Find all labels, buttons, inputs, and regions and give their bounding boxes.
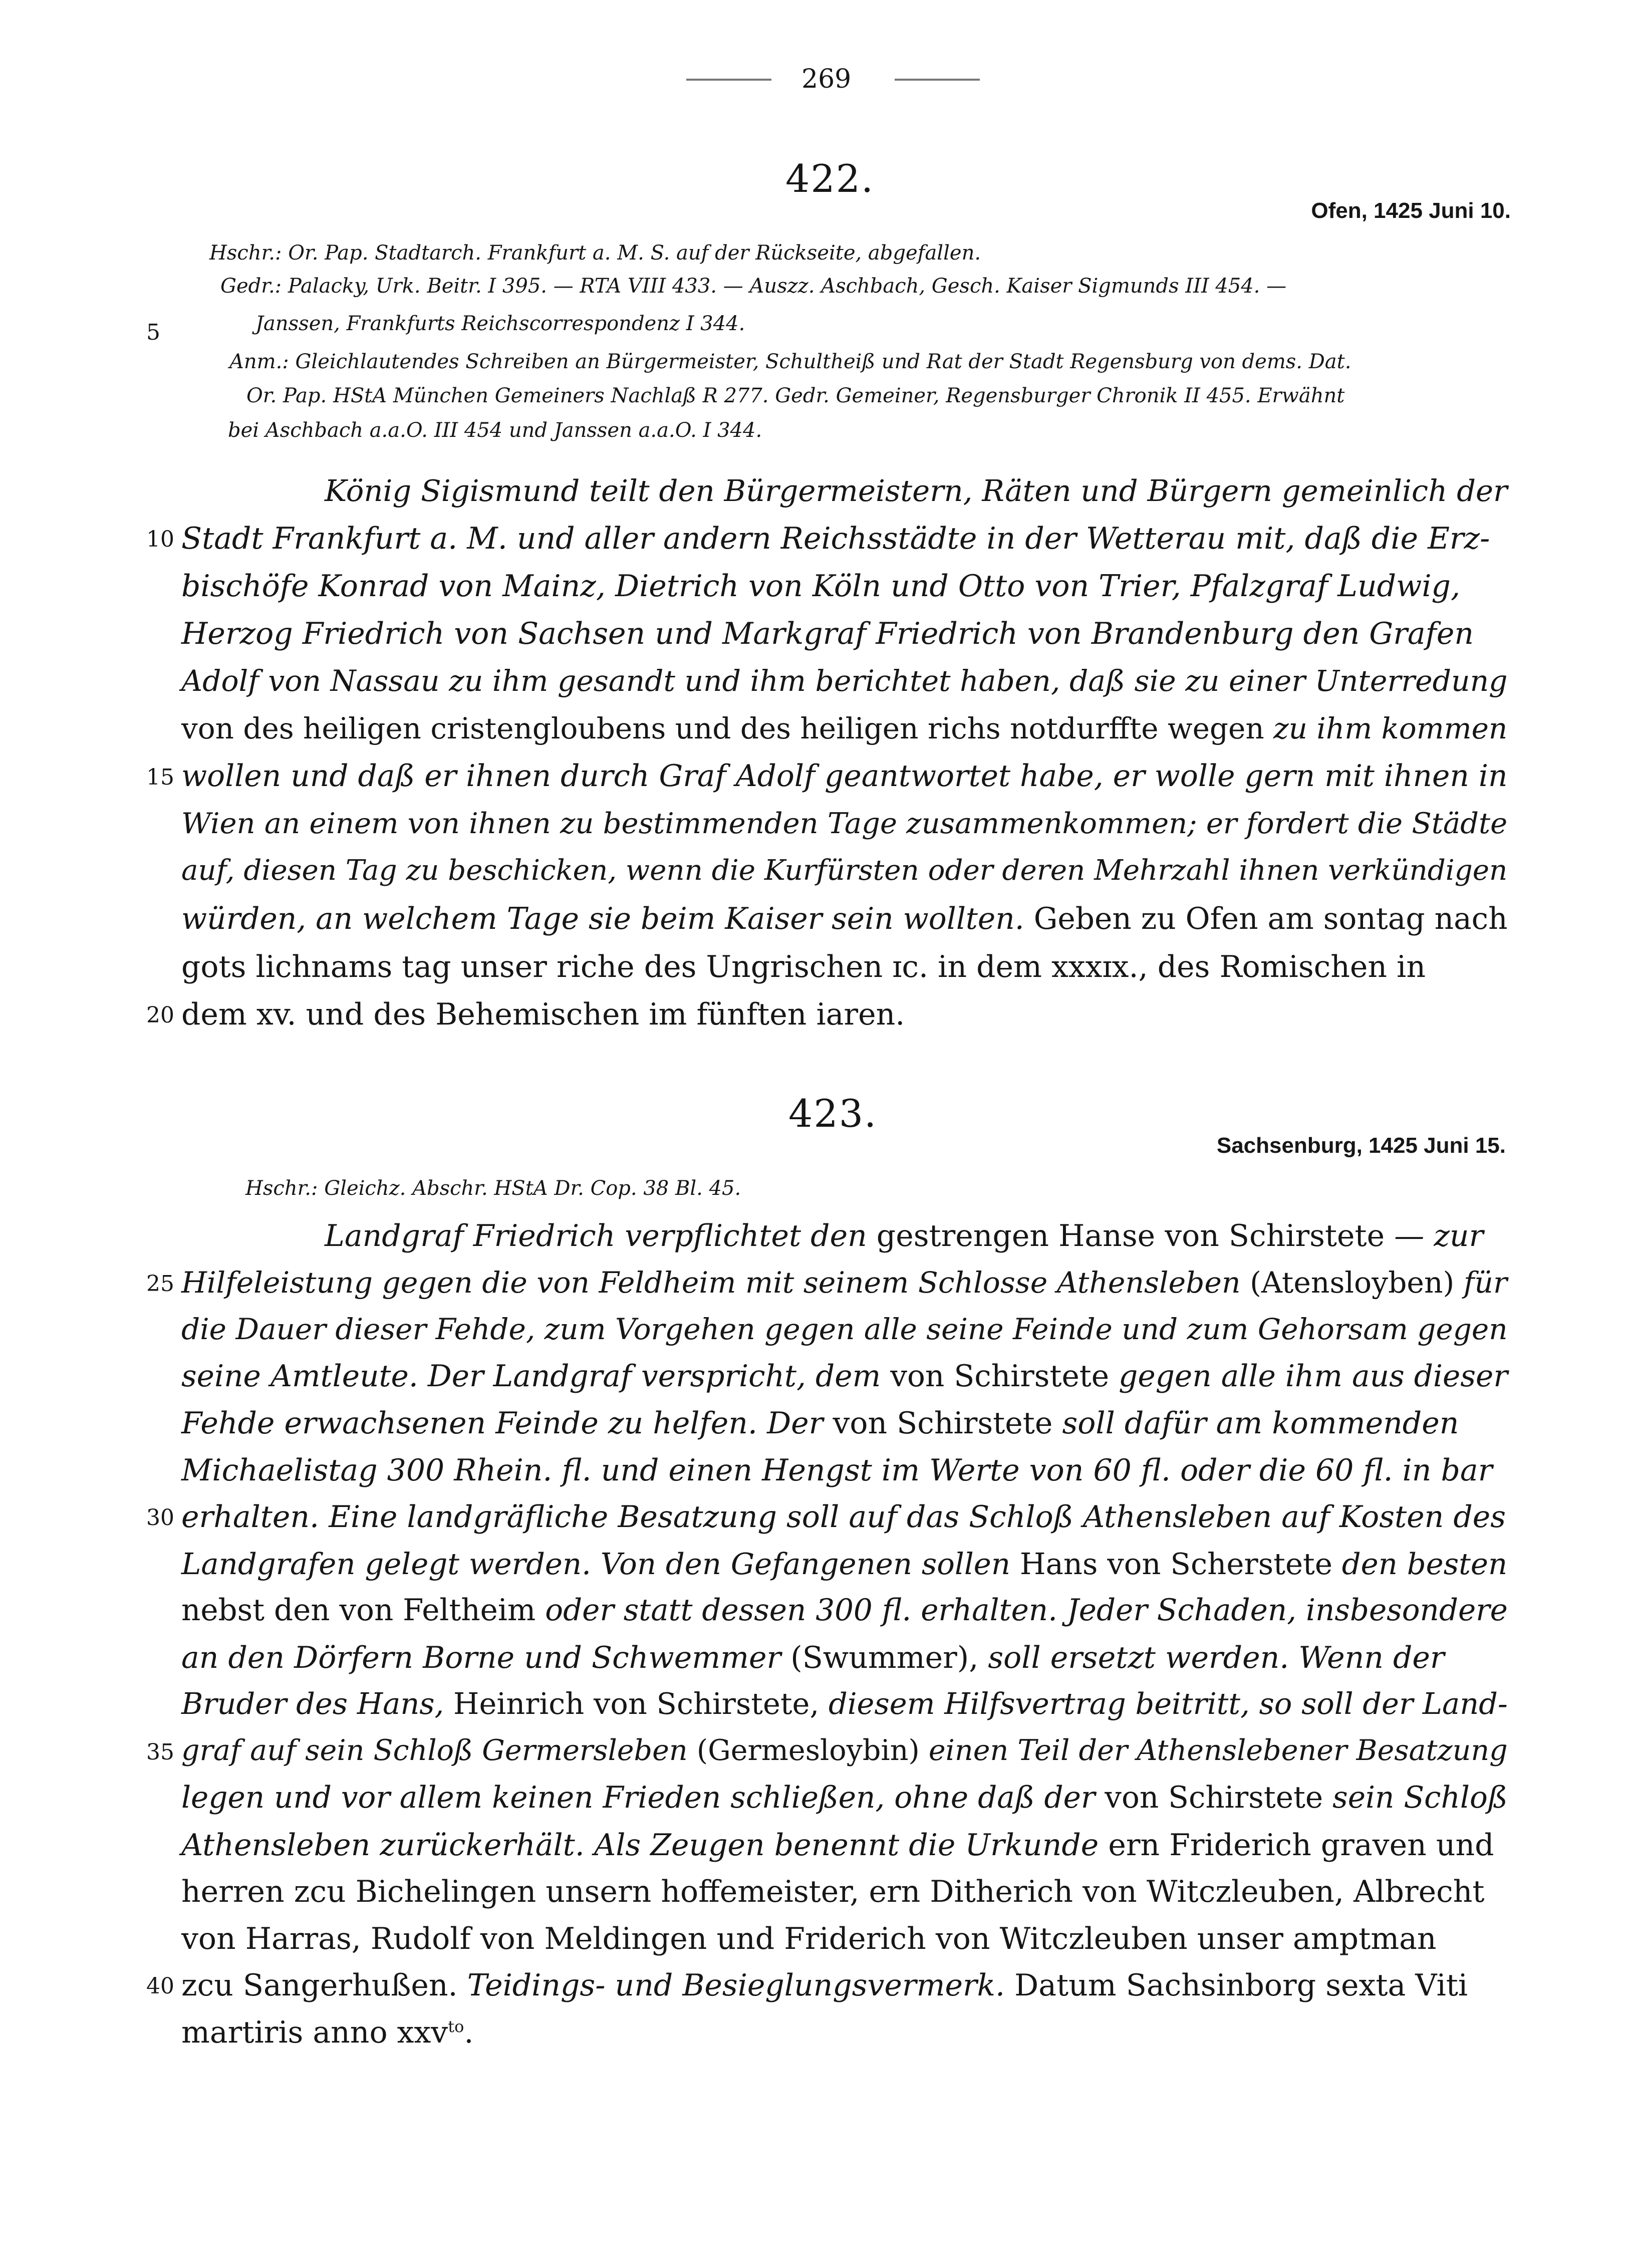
regest-italic: legen und vor allem keinen Frieden schließen, ohne daß der [181,1781,1105,1815]
regest-line [181,1874,1485,1909]
regest-italic: diesem Hilfsvertrag beitritt, so soll der Land- [819,1686,1508,1721]
regest-italic: — zur [1385,1218,1484,1253]
regest-text: nebst den von Feltheim [181,1593,546,1628]
line-number: 30 [146,1505,174,1531]
regest-line [181,1733,1508,1767]
regest-line [181,1452,1493,1488]
regest-text: martiris anno xxv [181,2014,448,2050]
regest-text: von des heiligen cristengloubens und des heiligen richs notdurffte wegen [181,711,1274,745]
regest-text: zcu Sangerhußen. [181,1968,467,2003]
place-date-423: Sachsenburg, 1425 Juni 15. [1216,1133,1506,1158]
regest-line [181,1827,1494,1863]
regest-italic: an den Dörfern Borne und Schwemmer [181,1640,791,1675]
regest-italic: soll ersetzt werden. Wenn der [978,1640,1445,1675]
regest-italic: würden, an welchem Tage sie beim Kaiser sein wollten. [181,902,1024,936]
regest-text: von Harras, Rudolf von Meldingen und Friderich von Witczleuben unser amptman [181,1921,1437,1956]
regest-italic: sein Schloß [1323,1781,1508,1815]
regest-italic: den besten [1332,1546,1508,1581]
regest-line [181,2014,474,2050]
regest-text: (Germesloybin) [696,1733,920,1767]
regest-line [181,616,1474,651]
regest-text: (Atensloyben) [1250,1265,1455,1300]
regest-text: von Schirstete [890,1359,1110,1394]
regest-text: (Swummer), [790,1640,979,1675]
line-number: 10 [146,527,174,552]
apparatus-line: Hschr.: Or. Pap. Stadtarch. Frankfurt a. M. S. auf der Rückseite, abgefallen. [209,241,981,265]
line-number: 5 [146,320,160,345]
regest-line [181,809,1507,838]
regest-italic: Landgrafen gelegt werden. Von den Gefangenen sollen [181,1546,1020,1581]
regest-italic: gegen alle ihm aus dieser [1109,1359,1508,1394]
regest-line [181,1499,1506,1535]
regest-line [181,1968,1468,2003]
regest-italic: seine Amtleute. Der Landgraf verspricht, dem [181,1359,891,1394]
regest-italic: bischöfe Konrad von Mainz, Dietrich von Köln und Otto von Trier, Pfalzgraf Ludwig, [181,569,1461,604]
document-number-422: 422. [785,156,875,201]
regest-italic: zu ihm kommen [1273,711,1508,745]
regest-italic: einen Teil der Athenslebener Besatzung [919,1733,1508,1767]
place-date-422: Ofen, 1425 Juni 10. [1311,198,1511,223]
regest-italic: Stadt Frankfurt a. M. und aller andern Reichsstädte in der Wetterau mit, daß die Erz- [181,521,1490,556]
regest-text: dem xv. und des Behemischen im fünften iaren. [181,997,905,1032]
regest-italic: wollen und daß er ihnen durch Graf Adolf geantwortet habe, er wolle gern mit ihnen in [181,759,1508,794]
regest-superscript: to [448,2017,464,2036]
regest-line [181,1640,1445,1675]
regest-line [181,759,1508,794]
regest-text: herren zcu Bichelingen unsern hoffemeister, ern Ditherich von Witczleuben, Albrecht [181,1874,1485,1909]
regest-italic: graf auf sein Schloß Germersleben [181,1733,697,1767]
line-number: 20 [146,1002,174,1028]
regest-text: Datum Sachsinborg sexta Viti [1005,1968,1468,2003]
apparatus-line: Janssen, Frankfurts Reichscorrespondenz I 344. [255,312,745,335]
regest-line [181,1312,1508,1346]
regest-line [181,949,1426,984]
regest-italic: die Dauer dieser Fehde, zum Vorgehen gegen alle seine Feinde und zum Gehorsam gegen [181,1312,1508,1346]
regest-text: gots lichnams tag unser riche des Ungrischen ɪc. in dem xxxɪx., des Romischen in [181,949,1426,984]
regest-line [181,999,905,1030]
document-number-423: 423. [788,1091,878,1136]
regest-italic: Landgraf Friedrich verpflichtet den [325,1218,877,1253]
regest-text: . [464,2014,474,2050]
regest-italic: König Sigismund teilt den Bürgermeistern, Räten und Bürgern gemeinlich der [325,473,1508,508]
regest-line [181,1593,1508,1628]
regest-italic: Michaelistag 300 Rhein. fl. und einen Hengst im Werte von 60 fl. oder die 60 fl. in bar [181,1452,1493,1488]
apparatus-line: Gedr.: Palacky, Urk. Beitr. I 395. — RTA VIII 433. — Auszz. Aschbach, Gesch. Kaiser Sigmunds III 454. — [220,275,1287,298]
regest-line [181,711,1508,745]
regest-italic: erhalten. Eine landgräfliche Besatzung soll auf das Schloß Athensleben auf Kosten des [181,1499,1506,1535]
apparatus-line: bei Aschbach a.a.O. III 454 und Janssen a.a.O. I 344. [228,419,762,442]
regest-text: Geben zu Ofen am sontag nach [1024,902,1508,936]
regest-line [325,1218,1484,1253]
line-number: 40 [146,1973,174,1999]
regest-line [181,1265,1507,1300]
regest-italic: auf, diesen Tag zu beschicken, wenn die Kurfürsten oder deren Mehrzahl ihnen verkündigen [181,854,1508,887]
regest-italic: für [1454,1265,1507,1300]
regest-text: von Schirstete [833,1406,1053,1441]
line-number: 35 [146,1739,174,1765]
regest-text: gestrengen Hanse von Schirstete [876,1218,1385,1253]
regest-line [181,1406,1459,1441]
regest-line [325,473,1508,508]
regest-line [181,1921,1437,1956]
regest-line [181,1359,1508,1394]
regest-italic: Herzog Friedrich von Sachsen und Markgraf Friedrich von Brandenburg den Grafen [181,616,1474,651]
regest-line [181,1546,1508,1581]
apparatus-line: Anm.: Gleichlautendes Schreiben an Bürgermeister, Schultheiß und Rat der Stadt Regensburg von dems. Dat. [229,350,1351,373]
regest-italic: Wien an einem von ihnen zu bestimmenden Tage zusammenkommen; er fordert die Städte [181,807,1508,840]
line-number: 15 [146,765,174,790]
apparatus-line: Hschr.: Gleichz. Abschr. HStA Dr. Cop. 38 Bl. 45. [245,1177,741,1200]
regest-text: ern Friderich graven und [1108,1827,1494,1863]
regest-line [181,1686,1508,1721]
regest-line [181,1783,1508,1813]
regest-text: Heinrich von Schirstete, [453,1686,820,1721]
regest-text: Hans von Scherstete [1019,1546,1332,1581]
regest-line [181,854,1508,887]
regest-italic: Fehde erwachsenen Feinde zu helfen. Der [181,1406,833,1441]
regest-italic: soll dafür am kommenden [1052,1406,1459,1441]
regest-italic: Teidings- und Besieglungsvermerk. [467,1968,1005,2003]
regest-italic: Hilfeleistung gegen die von Feldheim mit seinem Schlosse Athensleben [181,1265,1250,1300]
regest-text: von Schirstete [1105,1781,1323,1815]
regest-line [181,569,1461,604]
regest-line [181,904,1508,934]
regest-italic: oder statt dessen 300 fl. erhalten. Jeder Schaden, insbesondere [545,1593,1508,1628]
regest-line [181,521,1490,556]
line-number: 25 [146,1271,174,1297]
regest-italic: Bruder des Hans, [181,1686,454,1721]
regest-line [181,664,1508,698]
apparatus-line: Or. Pap. HStA München Gemeiners Nachlaß R 277. Gedr. Gemeiner, Regensburger Chronik II 455. Erwähnt [246,384,1345,407]
regest-italic: Adolf von Nassau zu ihm gesandt und ihm berichtet haben, daß sie zu einer Unterredung [181,664,1508,698]
page-number: 269 [801,64,852,94]
regest-italic: Athensleben zurückerhält. Als Zeugen benennt die Urkunde [181,1827,1109,1863]
header-rule-right [895,79,980,81]
header-rule-left [686,79,771,81]
